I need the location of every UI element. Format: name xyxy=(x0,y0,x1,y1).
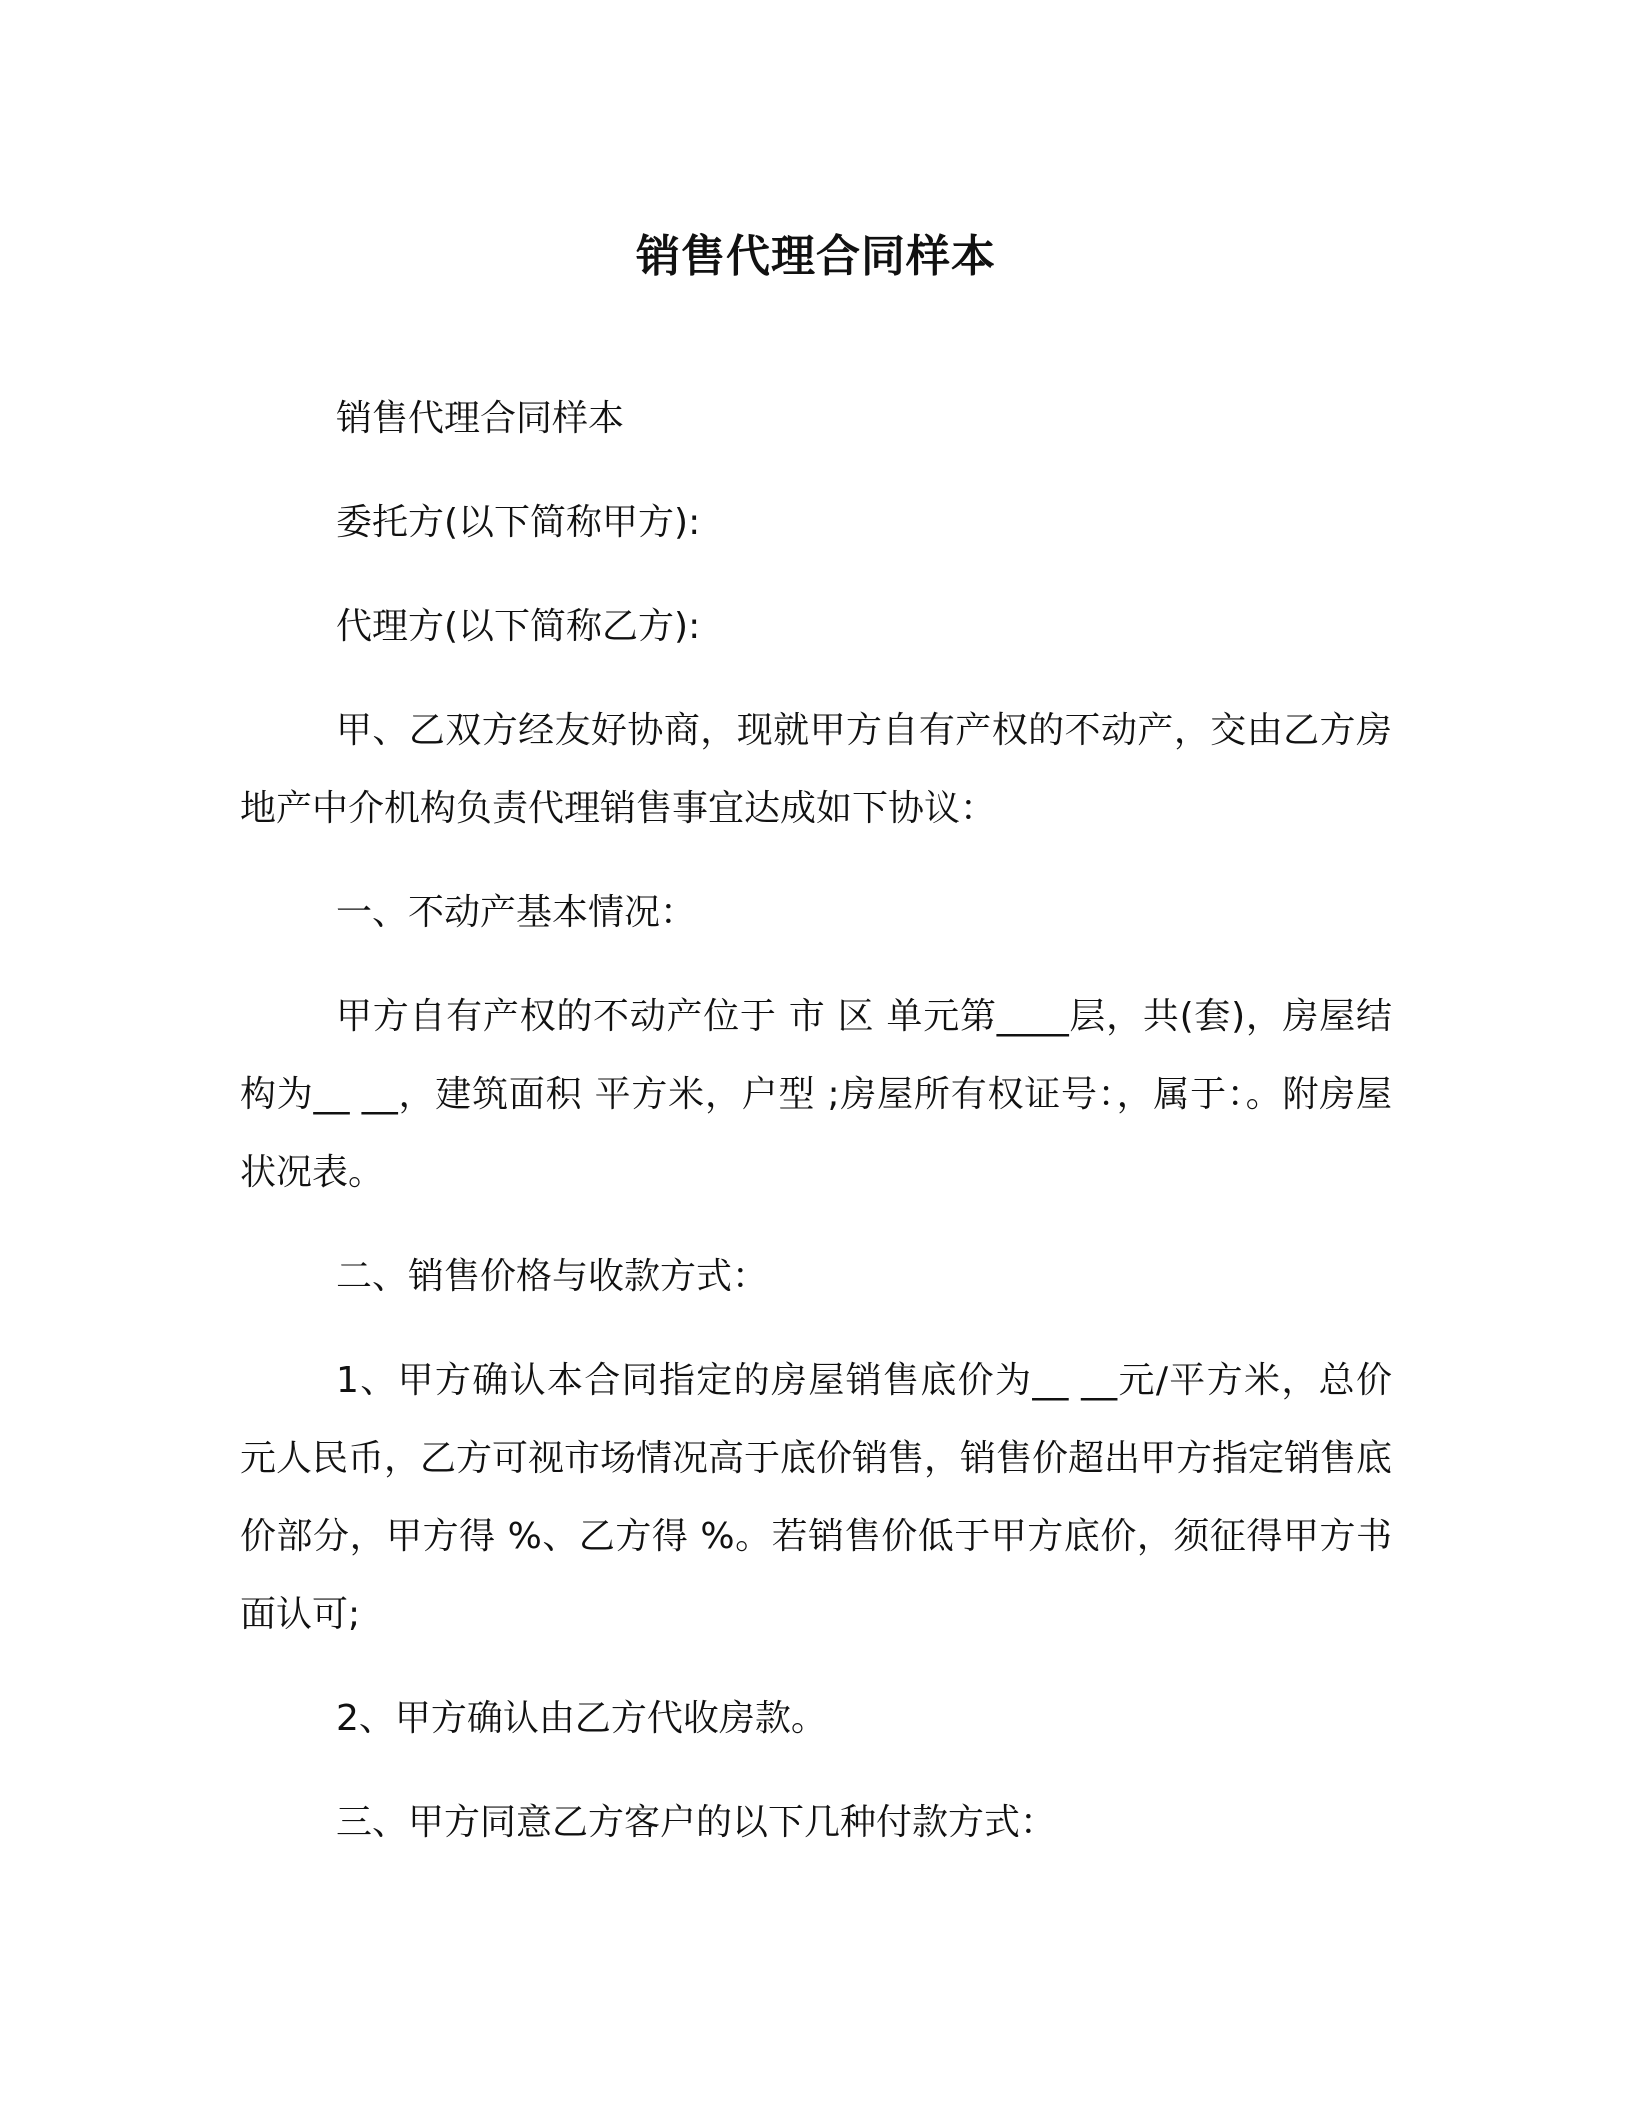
paragraph-intro: 甲、乙双方经友好协商，现就甲方自有产权的不动产，交由乙方房地产中介机构负责代理销售事宜达成如下协议： xyxy=(240,710,1392,829)
paragraph-agent: 代理方(以下简称乙方): xyxy=(336,606,701,647)
paragraph-price-terms: 1、甲方确认本合同指定的房屋销售底价为__ __元/平方米，总价 元人民币，乙方可视市场情况高于底价销售，销售价超出甲方指定销售底价部分，甲方得 %、乙方得 %。若销售价低于甲方底价，须征得甲方书面认可; xyxy=(240,1360,1393,1635)
document-title: 销售代理合同样本 xyxy=(636,231,996,282)
section-heading-3: 三、甲方同意乙方客户的以下几种付款方式： xyxy=(336,1802,1057,1843)
section-heading-2: 二、销售价格与收款方式： xyxy=(336,1256,769,1297)
paragraph-principal: 委托方(以下简称甲方): xyxy=(336,502,701,543)
paragraph-collection: 2、甲方确认由乙方代收房款。 xyxy=(336,1698,827,1739)
document-body xyxy=(240,380,1392,1888)
paragraph-property-details: 甲方自有产权的不动产位于 市 区 单元第____层，共(套)，房屋结构为__ __，建筑面积 平方米，户型 ;房屋所有权证号：，属于：。附房屋状况表。 xyxy=(240,996,1392,1193)
paragraph-subtitle: 销售代理合同样本 xyxy=(336,398,625,439)
section-heading-1: 一、不动产基本情况： xyxy=(336,892,697,933)
